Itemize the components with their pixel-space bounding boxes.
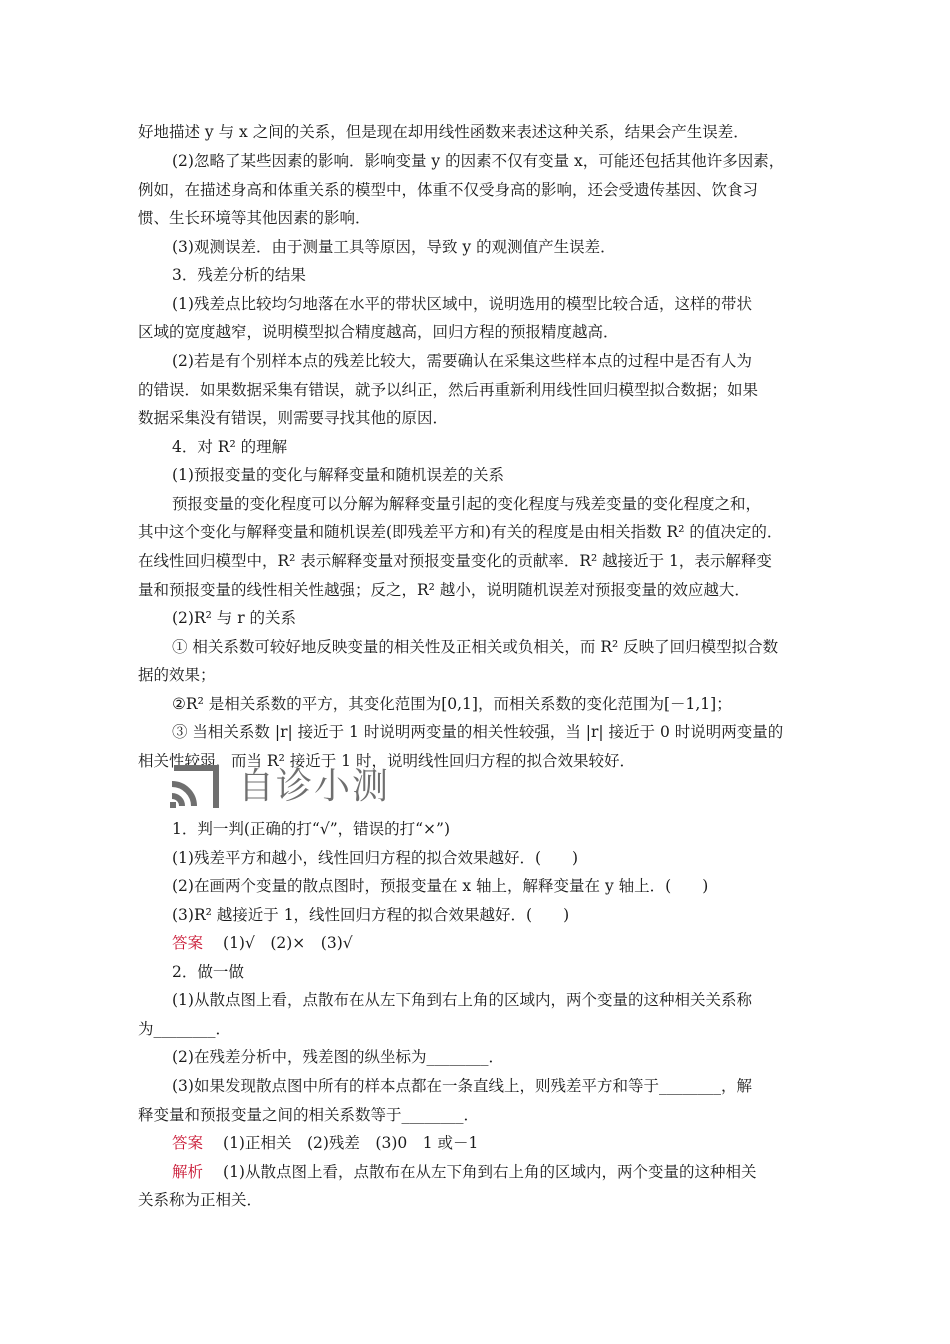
text-line: 惯、生长环境等其他因素的影响． (138, 209, 371, 227)
text-line: 在线性回归模型中，R² 表示解释变量对预报变量变化的贡献率．R² 越接近于 1，表示解释变 (138, 552, 772, 570)
analysis-text: (1)从散点图上看，点散布在从左下角到右上角的区域内，两个变量的这种相关 (223, 1163, 757, 1181)
section-title: 自诊小测 (238, 766, 391, 807)
text-line: 好地描述 y 与 x 之间的关系，但是现在却用线性函数来表述这种关系，结果会产生误差． (138, 123, 749, 141)
quiz-item: (2)在画两个变量的散点图时，预报变量在 x 轴上，解释变量在 y 轴上．( ) (172, 877, 709, 895)
section-heading: 4．对 R² 的理解 (172, 438, 288, 456)
text-line: (3)观测误差．由于测量工具等原因，导致 y 的观测值产生误差． (172, 238, 616, 256)
text-line: ③ 当相关系数 |r| 接近于 1 时说明两变量的相关性较强，当 |r| 接近于 0 时说明两变量的 (172, 723, 784, 741)
text-line: (1)残差点比较均匀地落在水平的带状区域中，说明选用的模型比较合适，这样的带状 (172, 295, 752, 313)
answer-line (172, 1132, 478, 1154)
quiz-item: (1)从散点图上看，点散布在从左下角到右上角的区域内，两个变量的这种相关关系称 (172, 991, 752, 1009)
quiz-item: (1)残差平方和越小，线性回归方程的拟合效果越好．( ) (172, 849, 579, 867)
feed-signal-icon (168, 762, 224, 812)
quiz-question-title: 1．判一判(正确的打“√”，错误的打“×”) (172, 820, 451, 838)
analysis-label: 解析 (172, 1163, 204, 1181)
answer-line (172, 932, 353, 954)
analysis-line: 关系称为正相关． (138, 1191, 263, 1209)
answer-label: 答案 (172, 1134, 204, 1152)
analysis-line (172, 1161, 756, 1183)
answer-text: (1)正相关 (2)残差 (3)0 1 或－1 (223, 1134, 479, 1152)
quiz-item: 释变量和预报变量之间的相关系数等于________． (138, 1106, 480, 1124)
text-line: 据的效果； (138, 666, 216, 684)
quiz-question-title: 2．做一做 (172, 963, 244, 981)
answer-text: (1)√ (2)× (3)√ (223, 934, 353, 952)
answer-label: 答案 (172, 934, 204, 952)
quiz-item: (2)在残差分析中，残差图的纵坐标为________． (172, 1048, 504, 1066)
text-line: 相关性较弱，而当 R² 接近于 1 时，说明线性回归方程的拟合效果较好． (138, 752, 635, 770)
text-line: 量和预报变量的线性相关性越强；反之，R² 越小，说明随机误差对预报变量的效应越大． (138, 581, 750, 599)
text-line: ②R² 是相关系数的平方，其变化范围为[0,1]，而相关系数的变化范围为[－1,1]； (172, 695, 732, 713)
text-line: 的错误．如果数据采集有错误，就予以纠正，然后再重新利用线性回归模型拟合数据；如果 (138, 381, 759, 399)
section-header (168, 762, 408, 814)
text-line: 数据采集没有错误，则需要寻找其他的原因． (138, 409, 449, 427)
text-line: (1)预报变量的变化与解释变量和随机误差的关系 (172, 466, 504, 484)
text-line: (2)若是有个别样本点的残差比较大，需要确认在采集这些样本点的过程中是否有人为 (172, 352, 752, 370)
text-line: ① 相关系数可较好地反映变量的相关性及正相关或负相关，而 R² 反映了回归模型拟合数 (172, 638, 779, 656)
text-line: 例如，在描述身高和体重关系的模型中，体重不仅受身高的影响，还会受遗传基因、饮食习 (138, 181, 759, 199)
section-heading: 3．残差分析的结果 (172, 266, 306, 284)
text-line: 区域的宽度越窄，说明模型拟合精度越高，回归方程的预报精度越高． (138, 323, 619, 341)
quiz-item: (3)如果发现散点图中所有的样本点都在一条直线上，则残差平方和等于________，解 (172, 1077, 752, 1095)
text-line: 其中这个变化与解释变量和随机误差(即残差平方和)有关的程度是由相关指数 R² 的值决定的． (138, 523, 783, 541)
quiz-item: 为________． (138, 1020, 232, 1038)
quiz-item: (3)R² 越接近于 1，线性回归方程的拟合效果越好．( ) (172, 906, 570, 924)
text-line: (2)忽略了某些因素的影响．影响变量 y 的因素不仅有变量 x，可能还包括其他许多因素， (172, 152, 785, 170)
text-line: (2)R² 与 r 的关系 (172, 609, 297, 627)
text-line: 预报变量的变化程度可以分解为解释变量引起的变化程度与残差变量的变化程度之和， (172, 495, 762, 513)
